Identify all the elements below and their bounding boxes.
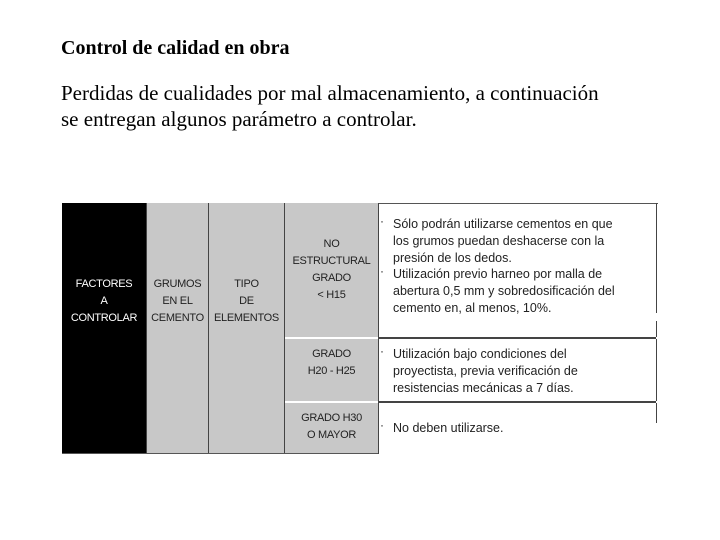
desc-separator-2 — [378, 401, 656, 403]
grade-separator-1 — [285, 337, 378, 339]
bullet-icon: · — [380, 264, 384, 278]
grumos-line-2: EN EL — [162, 295, 193, 307]
grade-2-line-2: H20 - H25 — [307, 365, 356, 377]
grade-3-line-1: GRADO H30 — [301, 412, 362, 424]
grade-2-line-1: GRADO — [312, 348, 351, 360]
grade-3-line-2: O MAYOR — [306, 429, 357, 441]
tipo-line-3: ELEMENTOS — [214, 312, 279, 324]
grumos-line-3: CEMENTO — [151, 312, 204, 324]
grade-1-line-3: GRADO — [312, 272, 351, 284]
bullet-icon: · — [380, 418, 384, 432]
grade-cell-1 — [285, 236, 378, 304]
quality-control-table — [62, 203, 658, 454]
bullet-icon: · — [380, 214, 384, 228]
desc-right-border-1b — [656, 321, 657, 337]
bullet-icon: · — [380, 344, 384, 358]
intro-line-1: Perdidas de cualidades por mal almacenamiento, a continuación — [61, 81, 599, 105]
col-grumos — [146, 203, 208, 454]
factores-line-2: A — [100, 295, 108, 307]
row2-line-1: Utilización bajo condiciones del — [393, 347, 567, 361]
row1-b2-line-3: cemento en, al menos, 10%. — [393, 301, 552, 315]
row3-line-1: No deben utilizarse. — [393, 421, 504, 435]
gray-section-right-border — [378, 203, 379, 454]
col-factores — [62, 203, 146, 454]
factores-line-1: FACTORES — [75, 278, 133, 290]
grade-cell-3 — [285, 410, 378, 444]
page-title: Control de calidad en obra — [61, 37, 290, 59]
row2-line-3: resistencias mecánicas a 7 días. — [393, 381, 574, 395]
grade-1-line-4: < H15 — [317, 289, 346, 301]
row1-b2-line-2: abertura 0,5 mm y sobredosificación del — [393, 284, 615, 298]
row1-b1-line-2: los grumos puedan deshacerse con la — [393, 234, 605, 248]
grade-1-line-1: NO — [323, 238, 340, 250]
row1-b2-line-1: Utilización previo harneo por malla de — [393, 267, 603, 281]
grade-cell-2 — [285, 346, 378, 380]
intro-paragraph — [61, 80, 691, 132]
col-tipo-label — [209, 276, 284, 327]
col-grumos-label — [147, 276, 208, 327]
grumos-line-1: GRUMOS — [153, 278, 202, 290]
desc-right-border-2 — [656, 339, 657, 401]
tipo-line-1: TIPO — [234, 278, 259, 290]
grade-1-line-2: ESTRUCTURAL — [292, 255, 371, 267]
grade-separator-2 — [285, 401, 378, 403]
row1-b1-line-1: Sólo podrán utilizarse cementos en que — [393, 217, 613, 231]
col-grados — [284, 203, 378, 454]
row2-line-2: proyectista, previa verificación de — [393, 364, 578, 378]
desc-right-border-1 — [656, 203, 657, 313]
table-bottom-border — [62, 453, 378, 454]
row1-b1-line-3: presión de los dedos. — [393, 251, 512, 265]
intro-line-2: se entregan algunos parámetro a controlar. — [61, 107, 417, 131]
desc-right-border-3 — [656, 403, 657, 423]
col-tipo — [208, 203, 284, 454]
col-factores-label — [62, 276, 146, 327]
tipo-line-2: DE — [239, 295, 254, 307]
desc-separator-1 — [378, 337, 656, 339]
factores-line-3: CONTROLAR — [70, 312, 138, 324]
